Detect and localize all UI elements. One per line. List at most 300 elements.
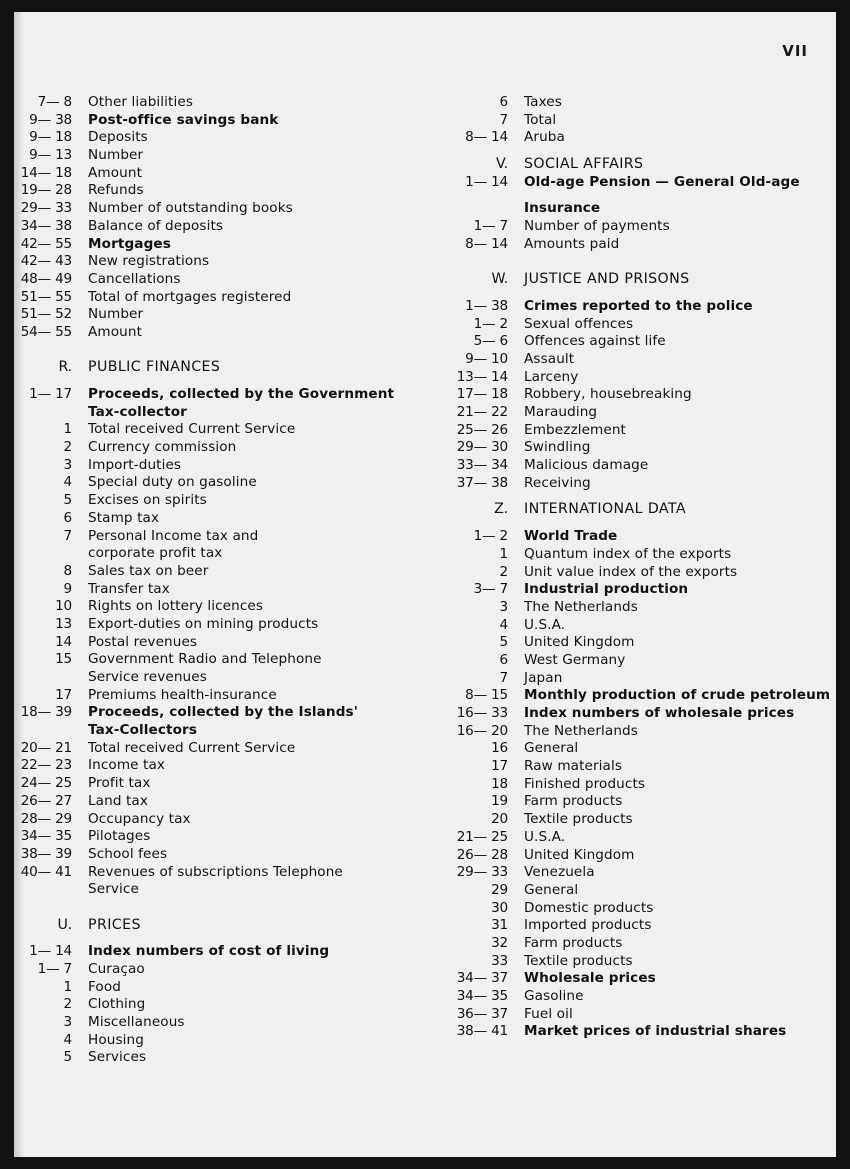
index-entry — [434, 369, 834, 387]
entry-number: 36— 37 — [456, 1005, 508, 1022]
entry-number: 3 — [63, 1014, 72, 1031]
entry-label: Premiums health-insurance — [88, 686, 277, 703]
spacer — [14, 934, 454, 943]
entry-number: 1 — [63, 421, 72, 438]
entry-label: Total received Current Service — [88, 739, 296, 756]
index-entry — [14, 704, 454, 722]
entry-number: 48— 49 — [20, 270, 72, 287]
entry-number: 26— 28 — [456, 846, 508, 863]
entry-label: Pilotages — [88, 828, 151, 845]
entry-label: Finished products — [524, 775, 646, 792]
entry-label: Gasoline — [524, 988, 584, 1004]
index-entry — [434, 758, 834, 776]
entry-label: Sexual offences — [524, 315, 634, 332]
entry-label: Services — [88, 1049, 147, 1066]
index-entry — [434, 112, 834, 130]
entry-label: Special duty on gasoline — [88, 474, 257, 491]
spacer — [434, 519, 834, 528]
entry-label: Deposits — [88, 129, 148, 146]
entry-number: 30 — [491, 899, 508, 916]
index-entry — [434, 528, 834, 546]
entry-number: 6 — [499, 651, 508, 668]
entry-number: 34— 38 — [20, 217, 72, 234]
index-entry — [434, 935, 834, 953]
index-entry — [434, 200, 834, 218]
entry-number: 9— 13 — [29, 147, 72, 164]
index-entry — [434, 864, 834, 882]
entry-number: 5— 6 — [473, 333, 508, 350]
entry-number: 20— 21 — [20, 739, 72, 756]
index-entry — [434, 1023, 834, 1041]
right-column — [434, 94, 834, 1041]
entry-number: 13— 14 — [456, 368, 508, 385]
entry-label: Miscellaneous — [88, 1014, 185, 1031]
index-entry — [14, 961, 454, 979]
spacer — [434, 289, 834, 298]
section-heading — [14, 359, 454, 377]
entry-label: Old-age Pension — General Old-age — [524, 173, 800, 190]
index-entry — [14, 218, 454, 236]
entry-label: Index numbers of cost of living — [88, 943, 330, 960]
entry-number: 1— 38 — [465, 297, 508, 314]
entry-label: Total of mortgages registered — [88, 288, 292, 305]
entry-number: 25— 26 — [456, 421, 508, 438]
entry-number: 29 — [491, 881, 508, 898]
index-entry — [14, 864, 454, 882]
entry-number: 7 — [63, 527, 72, 544]
section-heading — [434, 156, 834, 174]
entry-number: 51— 52 — [20, 306, 72, 323]
index-entry — [14, 757, 454, 775]
entry-number: 54— 55 — [20, 323, 72, 340]
entry-label: United Kingdom — [524, 634, 635, 651]
entry-label: Unit value index of the exports — [524, 563, 738, 580]
entry-number: 13 — [55, 615, 72, 632]
entry-number: 32 — [491, 934, 508, 951]
index-entry — [434, 475, 834, 493]
index-entry — [14, 147, 454, 165]
index-entry — [434, 386, 834, 404]
entry-number: 7— 8 — [37, 94, 72, 110]
entry-label: Balance of deposits — [88, 217, 224, 234]
index-entry — [14, 253, 454, 271]
index-entry — [14, 775, 454, 793]
entry-label: Venezuela — [524, 864, 595, 881]
entry-label: Swindling — [524, 439, 591, 456]
entry-number: 14 — [55, 633, 72, 650]
entry-label: Proceeds, collected by the Government — [88, 386, 395, 402]
entry-label: Larceny — [524, 368, 579, 385]
entry-label: Curaçao — [88, 961, 145, 977]
index-entry — [434, 422, 834, 440]
index-entry — [434, 218, 834, 236]
entry-label: Excises on spirits — [88, 492, 207, 509]
entry-label: Export-duties on mining products — [88, 615, 319, 632]
entry-label: Number of outstanding books — [88, 200, 293, 217]
index-entry — [434, 581, 834, 599]
entry-label: Crimes reported to the police — [524, 297, 753, 314]
index-entry — [14, 687, 454, 705]
index-entry — [434, 174, 834, 192]
entry-label: Robbery, housebreaking — [524, 386, 692, 403]
index-entry — [14, 129, 454, 147]
entry-label: Food — [88, 978, 121, 995]
entry-label: Textile products — [524, 811, 633, 828]
entry-number: 1— 7 — [473, 218, 508, 235]
entry-number: 9 — [63, 580, 72, 597]
entry-number: 42— 55 — [20, 235, 72, 252]
index-entry — [14, 1014, 454, 1032]
entry-number: 33— 34 — [456, 457, 508, 474]
index-entry — [14, 828, 454, 846]
entry-label: Domestic products — [524, 899, 654, 916]
entry-number: 38— 41 — [456, 1023, 508, 1040]
left-column — [14, 94, 454, 1067]
entry-number: 33 — [491, 952, 508, 969]
index-entry — [14, 545, 454, 563]
entry-label: Malicious damage — [524, 457, 649, 474]
entry-label: Housing — [88, 1031, 144, 1048]
index-entry — [14, 439, 454, 457]
entry-label: Post-office savings bank — [88, 111, 279, 128]
entry-number: 5 — [63, 1049, 72, 1066]
index-entry — [14, 846, 454, 864]
index-entry — [14, 740, 454, 758]
entry-number: 2 — [63, 996, 72, 1013]
entry-label: Personal Income tax and — [88, 527, 259, 544]
entry-number: 15 — [55, 651, 72, 668]
entry-label: Market prices of industrial shares — [524, 1023, 787, 1040]
index-entry — [14, 112, 454, 130]
entry-number: 16 — [491, 740, 508, 757]
entry-number: 1 — [63, 978, 72, 995]
entry-number: 14— 18 — [20, 164, 72, 181]
index-entry — [14, 528, 454, 546]
spacer — [14, 342, 454, 360]
index-entry — [434, 882, 834, 900]
entry-number: 9— 18 — [29, 129, 72, 146]
entry-number: V. — [496, 156, 508, 173]
entry-label: Taxes — [524, 94, 562, 110]
index-entry — [434, 953, 834, 971]
entry-label: Textile products — [524, 952, 633, 969]
entry-number: 37— 38 — [456, 474, 508, 491]
entry-label: Japan — [524, 669, 563, 686]
index-entry — [14, 404, 454, 422]
entry-label: Wholesale prices — [524, 970, 656, 987]
entry-number: W. — [491, 271, 508, 288]
index-entry — [434, 970, 834, 988]
index-entry — [434, 634, 834, 652]
index-entry — [14, 289, 454, 307]
entry-number: 38— 39 — [20, 845, 72, 862]
index-entry — [14, 492, 454, 510]
entry-label: Tax-collector — [88, 403, 187, 420]
entry-label: Stamp tax — [88, 509, 160, 526]
section-title: INTERNATIONAL DATA — [524, 501, 686, 518]
entry-number: 1— 2 — [473, 315, 508, 332]
entry-label: Fuel oil — [524, 1005, 573, 1022]
document-page — [14, 12, 836, 1157]
entry-number: 8 — [63, 562, 72, 579]
index-entry — [434, 917, 834, 935]
index-entry — [14, 1032, 454, 1050]
entry-label: Index numbers of wholesale prices — [524, 705, 795, 721]
entry-label: Offences against life — [524, 333, 666, 350]
entry-number: 21— 22 — [456, 404, 508, 420]
entry-number: 7 — [499, 669, 508, 686]
spacer — [434, 191, 834, 200]
section-heading — [14, 917, 454, 935]
index-entry — [14, 881, 454, 899]
entry-number: 51— 55 — [20, 288, 72, 305]
spacer — [14, 377, 454, 386]
entry-label: Marauding — [524, 404, 598, 420]
index-entry — [14, 421, 454, 439]
entry-label: Rights on lottery licences — [88, 598, 264, 615]
index-entry — [14, 722, 454, 740]
index-entry — [434, 1006, 834, 1024]
entry-label: Profit tax — [88, 775, 151, 792]
entry-number: 28— 29 — [20, 810, 72, 827]
entry-number: 42— 43 — [20, 253, 72, 270]
index-entry — [434, 599, 834, 617]
index-entry — [434, 129, 834, 147]
entry-label: Assault — [524, 350, 575, 367]
section-title: PUBLIC FINANCES — [88, 359, 221, 376]
entry-label: Farm products — [524, 934, 623, 951]
entry-number: 6 — [63, 509, 72, 526]
entry-label: General — [524, 740, 579, 757]
index-entry — [14, 616, 454, 634]
entry-number: 3 — [63, 456, 72, 473]
entry-label: Mortgages — [88, 235, 171, 252]
index-entry — [14, 669, 454, 687]
entry-number: 26— 27 — [20, 792, 72, 809]
index-entry — [14, 306, 454, 324]
index-entry — [434, 847, 834, 865]
index-entry — [434, 333, 834, 351]
index-entry — [14, 271, 454, 289]
entry-label: World Trade — [524, 528, 618, 545]
entry-number: 34— 35 — [456, 988, 508, 1004]
entry-label: Number — [88, 306, 144, 323]
entry-number: 18— 39 — [20, 704, 72, 721]
index-entry — [434, 900, 834, 918]
entry-label: Revenues of subscriptions Telephone — [88, 863, 343, 880]
section-heading — [434, 501, 834, 519]
index-entry — [14, 510, 454, 528]
entry-label: Clothing — [88, 996, 146, 1013]
entry-label: Embezzlement — [524, 421, 626, 438]
entry-number: 8— 14 — [465, 129, 508, 146]
entry-number: 22— 23 — [20, 757, 72, 774]
index-entry — [434, 740, 834, 758]
index-entry — [14, 457, 454, 475]
section-heading — [434, 271, 834, 289]
index-entry — [14, 811, 454, 829]
index-entry — [434, 94, 834, 112]
entry-label: Import-duties — [88, 456, 182, 473]
index-entry — [434, 617, 834, 635]
index-entry — [434, 546, 834, 564]
index-entry — [14, 165, 454, 183]
index-entry — [14, 236, 454, 254]
index-entry — [434, 351, 834, 369]
section-title: JUSTICE AND PRISONS — [524, 271, 690, 288]
entry-number: 19— 28 — [20, 182, 72, 199]
entry-number: 8— 15 — [465, 687, 508, 704]
entry-label: Income tax — [88, 757, 166, 774]
spacer — [434, 147, 834, 156]
entry-number: 2 — [63, 439, 72, 456]
entry-number: 24— 25 — [20, 775, 72, 792]
spacer — [434, 492, 834, 501]
entry-number: 5 — [63, 492, 72, 509]
index-entry — [434, 829, 834, 847]
entry-number: 9— 10 — [465, 350, 508, 367]
entry-label: Occupancy tax — [88, 810, 191, 827]
entry-label: U.S.A. — [524, 616, 566, 633]
entry-number: 29— 30 — [456, 439, 508, 456]
entry-label: Number of payments — [524, 218, 670, 235]
entry-number: Z. — [494, 501, 508, 518]
entry-number: 16— 33 — [456, 705, 508, 721]
entry-number: 1— 14 — [29, 943, 72, 960]
entry-label: Refunds — [88, 182, 144, 199]
entry-label: Quantum index of the exports — [524, 545, 732, 562]
entry-number: 10 — [55, 598, 72, 615]
entry-label: The Netherlands — [524, 722, 638, 739]
entry-label: New registrations — [88, 253, 210, 270]
entry-label: Aruba — [524, 129, 565, 146]
entry-label: Amount — [88, 164, 143, 181]
entry-number: 29— 33 — [20, 200, 72, 217]
entry-number: 17 — [491, 758, 508, 775]
entry-label: The Netherlands — [524, 598, 638, 615]
entry-number: 7 — [499, 111, 508, 128]
entry-label: Government Radio and Telephone — [88, 651, 322, 668]
index-entry — [14, 1049, 454, 1067]
entry-number: 19 — [491, 793, 508, 810]
entry-label: corporate profit tax — [88, 545, 223, 562]
entry-label: Land tax — [88, 792, 148, 809]
index-entry — [14, 793, 454, 811]
index-entry — [434, 670, 834, 688]
entry-label: Transfer tax — [88, 580, 170, 597]
entry-label: Raw materials — [524, 758, 623, 775]
entry-number: 6 — [499, 94, 508, 110]
entry-number: 21— 25 — [456, 828, 508, 845]
entry-label: Cancellations — [88, 270, 181, 287]
index-entry — [14, 474, 454, 492]
entry-number: 1 — [499, 545, 508, 562]
index-entry — [434, 988, 834, 1006]
entry-label: Sales tax on beer — [88, 562, 209, 579]
entry-label: Service revenues — [88, 669, 207, 685]
index-entry — [434, 316, 834, 334]
entry-number: 40— 41 — [20, 863, 72, 880]
entry-number: 5 — [499, 634, 508, 651]
spacer — [434, 254, 834, 272]
entry-label: Imported products — [524, 917, 652, 934]
entry-number: 20 — [491, 811, 508, 828]
index-entry — [434, 652, 834, 670]
index-entry — [14, 182, 454, 200]
entry-label: Receiving — [524, 474, 591, 491]
entry-number: 3— 7 — [473, 581, 508, 598]
index-entry — [14, 996, 454, 1014]
entry-label: West Germany — [524, 651, 626, 668]
index-entry — [434, 404, 834, 422]
entry-number: 29— 33 — [456, 864, 508, 881]
index-entry — [434, 776, 834, 794]
entry-label: Amount — [88, 323, 143, 340]
entry-number: 34— 35 — [20, 828, 72, 845]
entry-number: 4 — [63, 1031, 72, 1048]
entry-number: U. — [57, 916, 72, 933]
entry-label: Industrial production — [524, 581, 689, 598]
index-entry — [14, 563, 454, 581]
spacer — [14, 899, 454, 917]
entry-number: 16— 20 — [456, 722, 508, 739]
entry-number: 8— 14 — [465, 235, 508, 252]
entry-label: U.S.A. — [524, 828, 566, 845]
entry-label: Farm products — [524, 793, 623, 810]
entry-number: 18 — [491, 775, 508, 792]
entry-label: School fees — [88, 845, 168, 862]
entry-number: 4 — [63, 474, 72, 491]
entry-number: 4 — [499, 616, 508, 633]
entry-number: 3 — [499, 598, 508, 615]
index-entry — [434, 298, 834, 316]
index-entry — [14, 386, 454, 404]
entry-label: United Kingdom — [524, 846, 635, 863]
index-entry — [434, 564, 834, 582]
entry-number: 34— 37 — [456, 970, 508, 987]
entry-label: Currency commission — [88, 439, 237, 456]
index-entry — [434, 705, 834, 723]
entry-label: Amounts paid — [524, 235, 620, 252]
index-entry — [434, 439, 834, 457]
index-entry — [14, 324, 454, 342]
index-entry — [434, 723, 834, 741]
entry-label: Service — [88, 881, 139, 898]
index-entry — [14, 94, 454, 112]
entry-number: R. — [58, 359, 72, 376]
index-entry — [14, 200, 454, 218]
index-entry — [434, 236, 834, 254]
index-entry — [14, 598, 454, 616]
entry-number: 31 — [491, 917, 508, 934]
section-title: PRICES — [88, 916, 141, 933]
index-entry — [14, 979, 454, 997]
entry-label: Number — [88, 147, 144, 164]
entry-label: Total — [524, 111, 557, 128]
index-entry — [434, 793, 834, 811]
entry-label: Total received Current Service — [88, 421, 296, 438]
entry-number: 1— 7 — [37, 961, 72, 977]
index-entry — [434, 687, 834, 705]
entry-label: Insurance — [524, 200, 601, 217]
entry-label: Tax-Collectors — [88, 722, 198, 739]
entry-label: Proceeds, collected by the Islands' — [88, 704, 358, 721]
entry-number: 2 — [499, 563, 508, 580]
entry-label: Other liabilities — [88, 94, 194, 110]
entry-label: General — [524, 881, 579, 898]
entry-label: Monthly production of crude petroleum — [524, 687, 831, 704]
entry-label: Postal revenues — [88, 633, 198, 650]
